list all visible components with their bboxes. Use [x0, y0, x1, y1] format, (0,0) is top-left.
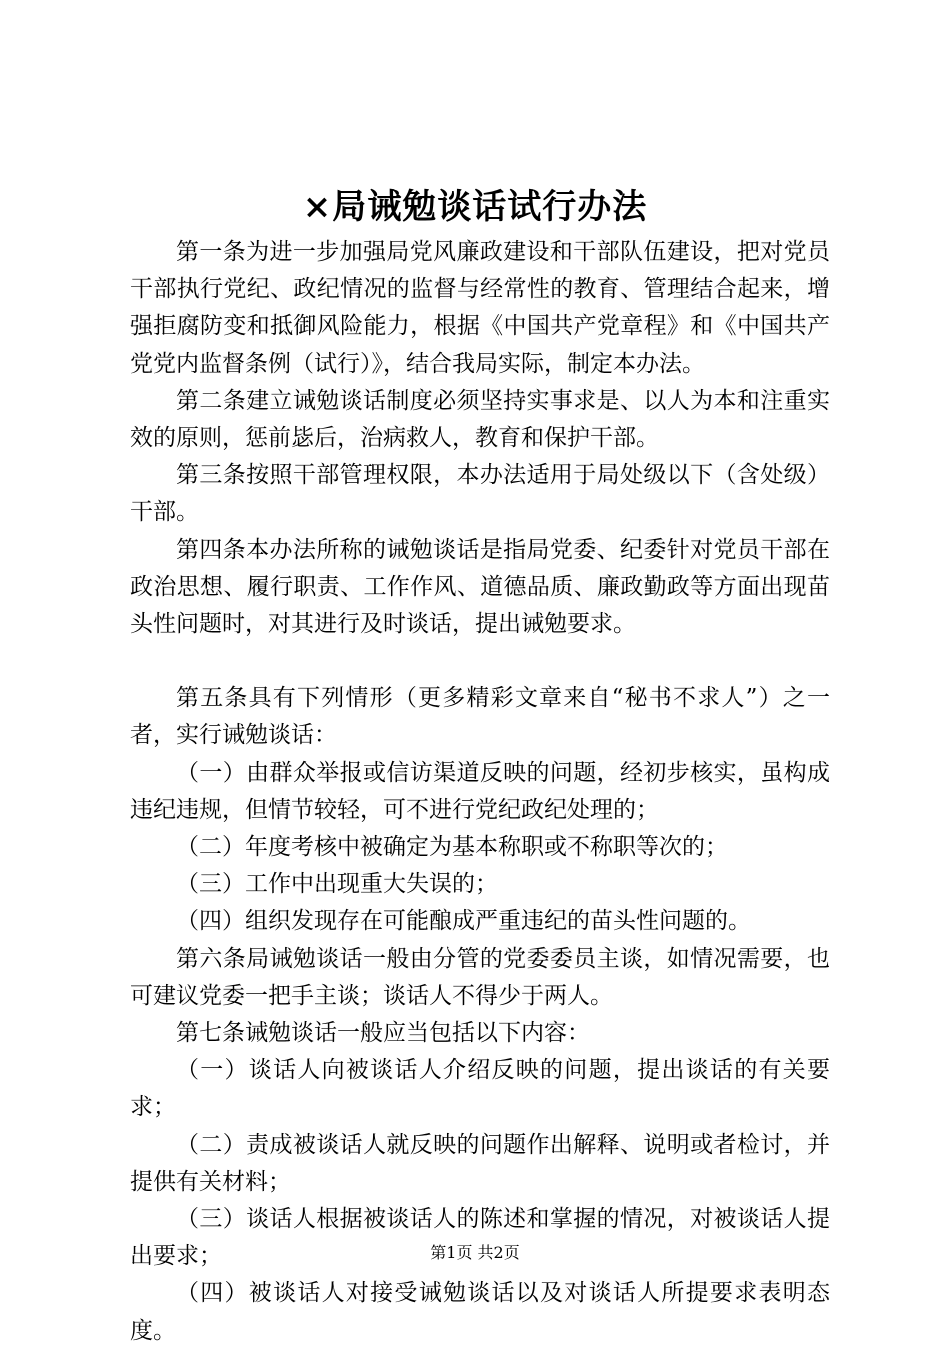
article-5-item-2: （二）年度考核中被确定为基本称职或不称职等次的；: [176, 834, 728, 861]
article-3-paragraph: 第三条按照干部管理权限，本办法适用于局处级以下（含处级）干部。: [130, 462, 830, 526]
article-5-paragraph: 第五条具有下列情形（更多精彩文章来自“秘书不求人”）之一者，实行诫勉谈话：: [130, 685, 830, 749]
article-5-item-3: （三）工作中出现重大失误的；: [176, 871, 498, 898]
article-6-paragraph: 第六条局诫勉谈话一般由分管的党委委员主谈，如情况需要，也可建议党委一把手主谈；谈话人不得少于两人。: [130, 945, 830, 1009]
paragraph-gap: [130, 643, 830, 680]
article-7-item-1: （一）谈话人向被谈话人介绍反映的问题，提出谈话的有关要求；: [130, 1057, 830, 1121]
article-7-item-2: （二）责成被谈话人就反映的问题作出解释、说明或者检讨，并提供有关材料；: [130, 1131, 830, 1195]
article-2-paragraph: 第二条建立诫勉谈话制度必须坚持实事求是、以人为本和注重实效的原则，惩前毖后，治病救人，教育和保护干部。: [130, 387, 830, 452]
article-4-paragraph: 第四条本办法所称的诫勉谈话是指局党委、纪委针对党员干部在政治思想、履行职责、工作作风、道德品质、廉政勤政等方面出现苗头性问题时，对其进行及时谈话，提出诫勉要求。: [130, 536, 830, 638]
article-7-item-3: （三）谈话人根据被谈话人的陈述和掌握的情况，对被谈话人提出要求；: [130, 1206, 830, 1270]
article-7-paragraph: 第七条诫勉谈话一般应当包括以下内容：: [176, 1020, 590, 1047]
article-7-item-4: （四）被谈话人对接受诫勉谈话以及对谈话人所提要求表明态度。: [130, 1280, 830, 1344]
article-5-item-1: （一）由群众举报或信访渠道反映的问题，经初步核实，虽构成违纪违规，但情节较轻，可不进行党纪政纪处理的；: [130, 759, 830, 823]
document-title: ×局诫勉谈话试行办法: [302, 187, 648, 227]
article-1-paragraph: 第一条为进一步加强局党风廉政建设和干部队伍建设，把对党员干部执行党纪、政纪情况的监督与经常性的教育、管理结合起来，增强拒腐防变和抵御风险能力，根据《中国共产党章程》和《中国共产党党内监督条例（试行）》，结合我局实际，制定本办法。: [130, 239, 830, 377]
article-5-item-4: （四）组织发现存在可能酿成严重违纪的苗头性问题的。: [176, 908, 751, 935]
document-body: [130, 234, 830, 1350]
page-number-footer: 第1页 共2页: [430, 1243, 520, 1262]
